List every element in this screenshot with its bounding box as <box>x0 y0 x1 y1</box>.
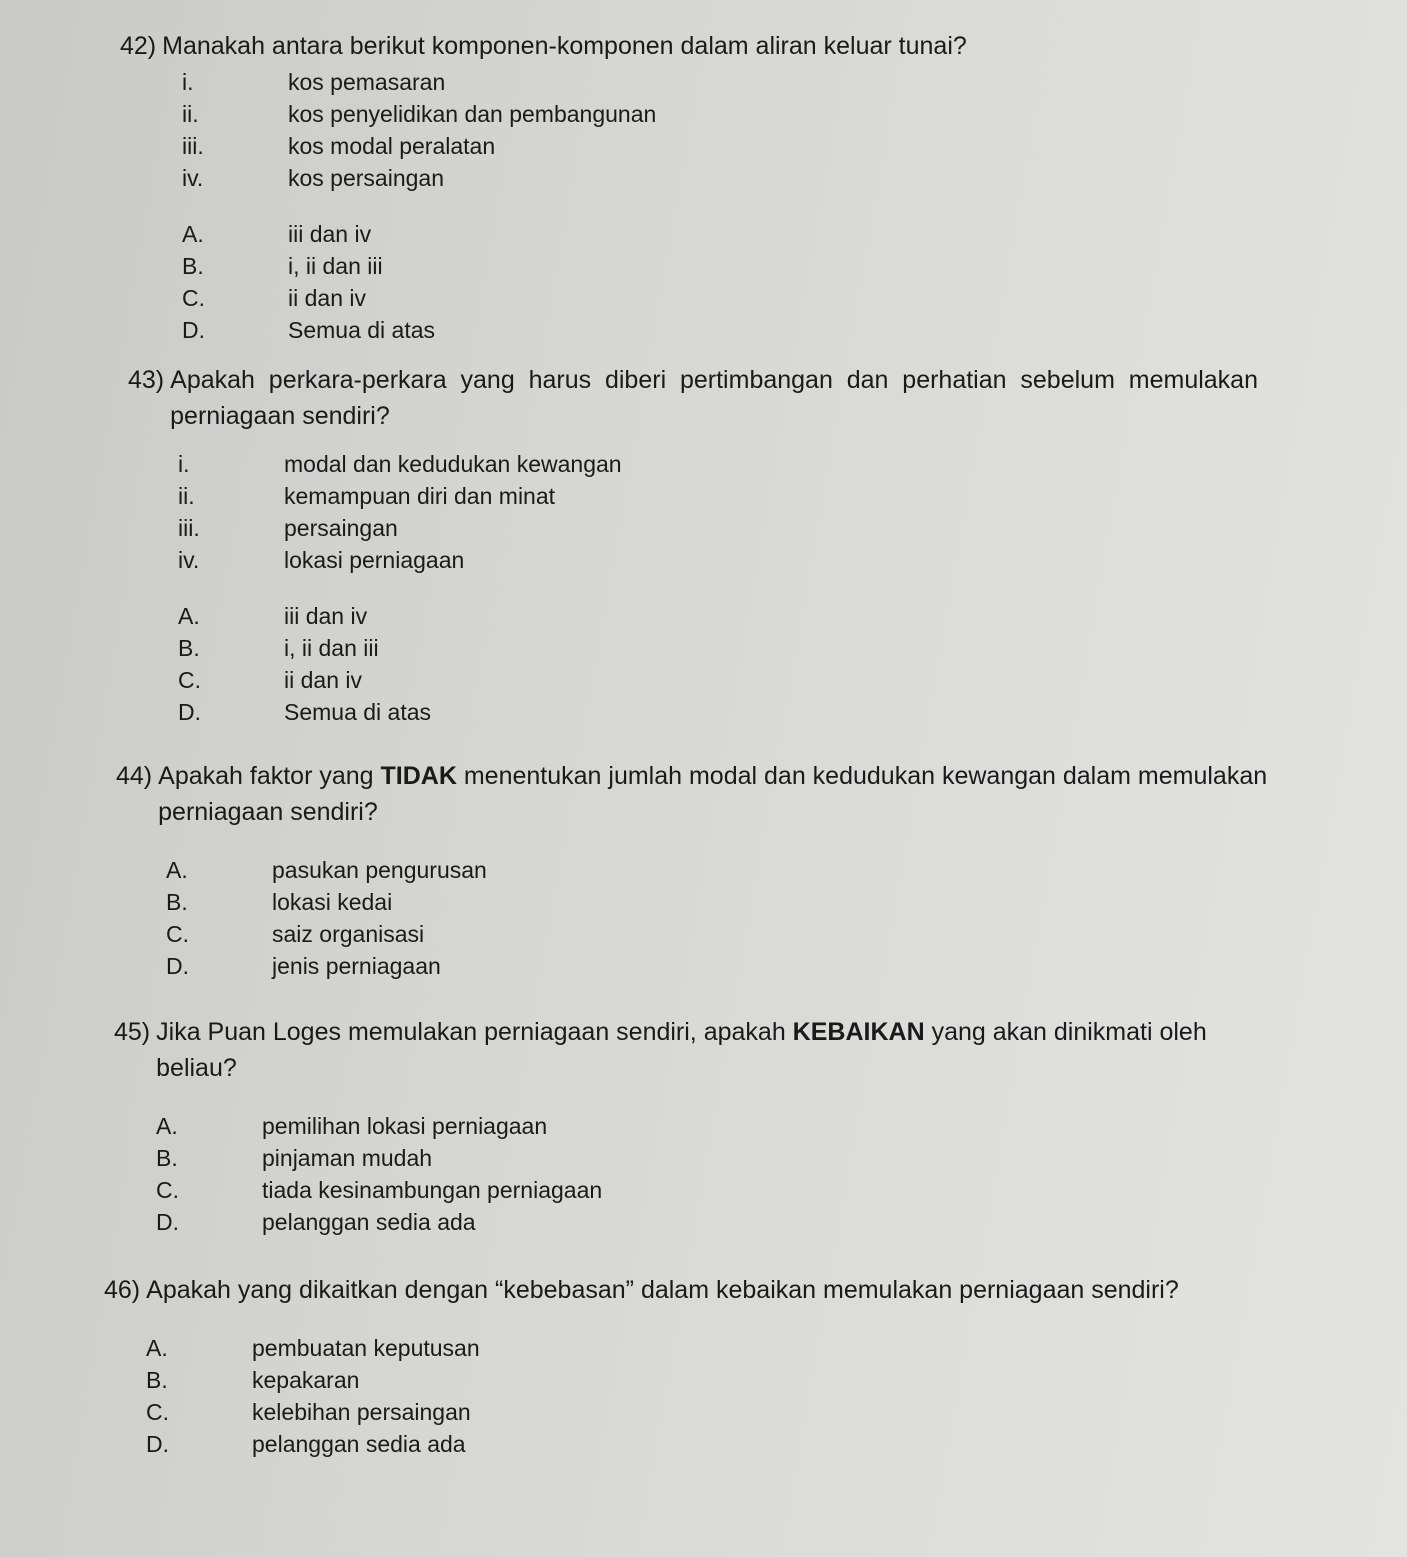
option-letter: B. <box>156 1144 178 1171</box>
option-letter: C. <box>182 284 205 311</box>
question-number: 43) <box>128 366 165 394</box>
option-text: iii dan iv <box>288 220 372 247</box>
question-stem <box>120 28 1280 64</box>
statement-marker: i. <box>182 68 194 95</box>
option-text: ii dan iv <box>284 666 362 693</box>
statement-item <box>178 544 1258 576</box>
option-text: i, ii dan iii <box>284 634 379 661</box>
option-letter: A. <box>182 220 204 247</box>
statement-text: kos persaingan <box>288 164 444 191</box>
statement-marker: iii. <box>182 132 204 159</box>
emphasis-word: TIDAK <box>380 762 457 790</box>
statement-item <box>178 448 1258 480</box>
question-stem <box>104 1272 1289 1308</box>
answer-options <box>178 600 1258 728</box>
answer-options <box>146 1332 1289 1460</box>
question-number: 45) <box>114 1018 151 1046</box>
option-letter: B. <box>182 252 204 279</box>
answer-options <box>156 1110 1284 1238</box>
answer-option-b[interactable] <box>166 886 1276 918</box>
option-text: kelebihan persaingan <box>252 1398 471 1425</box>
statement-item <box>182 130 1280 162</box>
question-text: Jika Puan Loges memulakan perniagaan sendiri, apakah KEBAIKAN yang akan dinikmati oleh beliau? <box>156 1018 1207 1082</box>
statement-marker: iv. <box>182 164 204 191</box>
question-42 <box>120 28 1280 346</box>
answer-option-d[interactable] <box>182 314 1280 346</box>
question-text: Apakah faktor yang TIDAK menentukan jumlah modal dan kedudukan kewangan dalam memulakan perniagaan sendiri? <box>158 762 1268 826</box>
option-letter: A. <box>146 1334 168 1361</box>
option-text: iii dan iv <box>284 602 368 629</box>
question-stem <box>128 362 1258 434</box>
option-text: lokasi kedai <box>272 888 393 915</box>
option-text: i, ii dan iii <box>288 252 383 279</box>
answer-option-a[interactable] <box>182 218 1280 250</box>
answer-option-b[interactable] <box>182 250 1280 282</box>
answer-options <box>182 218 1280 346</box>
option-letter: B. <box>178 634 200 661</box>
option-letter: D. <box>156 1208 179 1235</box>
statement-text: kos modal peralatan <box>288 132 496 159</box>
option-text: pembuatan keputusan <box>252 1334 480 1361</box>
answer-option-c[interactable] <box>156 1174 1284 1206</box>
answer-option-d[interactable] <box>146 1428 1289 1460</box>
statement-item <box>182 98 1280 130</box>
answer-option-d[interactable] <box>166 950 1276 982</box>
question-text: Apakah yang dikaitkan dengan “kebebasan” dalam kebaikan memulakan perniagaan sendiri? <box>146 1276 1179 1304</box>
question-44 <box>116 758 1276 982</box>
emphasis-word: KEBAIKAN <box>792 1018 925 1046</box>
answer-option-a[interactable] <box>166 854 1276 886</box>
option-text: pinjaman mudah <box>262 1144 433 1171</box>
answer-option-c[interactable] <box>166 918 1276 950</box>
option-text: pelanggan sedia ada <box>252 1430 466 1457</box>
answer-option-c[interactable] <box>182 282 1280 314</box>
answer-option-a[interactable] <box>156 1110 1284 1142</box>
option-text: jenis perniagaan <box>272 952 441 979</box>
option-letter: B. <box>166 888 188 915</box>
statement-text: lokasi perniagaan <box>284 546 465 573</box>
question-stem <box>114 1014 1284 1086</box>
question-text: Apakah perkara-perkara yang harus diberi pertimbangan dan perhatian sebelum memulakan perniagaan sendiri? <box>170 366 1258 430</box>
statement-text: kemampuan diri dan minat <box>284 482 556 509</box>
option-letter: A. <box>166 856 188 883</box>
option-letter: C. <box>156 1176 179 1203</box>
answer-option-b[interactable] <box>156 1142 1284 1174</box>
question-45 <box>114 1014 1284 1238</box>
answer-option-a[interactable] <box>178 600 1258 632</box>
option-letter: C. <box>178 666 201 693</box>
statement-item <box>178 480 1258 512</box>
statement-text: persaingan <box>284 514 398 541</box>
question-number: 46) <box>104 1276 141 1304</box>
option-letter: D. <box>182 316 205 343</box>
statement-marker: iv. <box>178 546 200 573</box>
option-letter: D. <box>146 1430 169 1457</box>
statement-marker: ii. <box>178 482 195 509</box>
option-text: tiada kesinambungan perniagaan <box>262 1176 603 1203</box>
statement-item <box>182 162 1280 194</box>
answer-option-d[interactable] <box>178 696 1258 728</box>
option-letter: B. <box>146 1366 168 1393</box>
answer-option-c[interactable] <box>178 664 1258 696</box>
statement-marker: iii. <box>178 514 200 541</box>
statement-list <box>182 66 1280 194</box>
statement-text: kos pemasaran <box>288 68 446 95</box>
question-43 <box>128 362 1258 728</box>
option-letter: C. <box>166 920 189 947</box>
question-text: Manakah antara berikut komponen-komponen dalam aliran keluar tunai? <box>162 32 967 60</box>
answer-option-b[interactable] <box>178 632 1258 664</box>
question-number: 42) <box>120 32 157 60</box>
option-letter: D. <box>166 952 189 979</box>
option-letter: A. <box>156 1112 178 1139</box>
question-number: 44) <box>116 762 153 790</box>
option-letter: C. <box>146 1398 169 1425</box>
statement-marker: ii. <box>182 100 199 127</box>
option-text: pelanggan sedia ada <box>262 1208 476 1235</box>
option-text: kepakaran <box>252 1366 360 1393</box>
answer-option-c[interactable] <box>146 1396 1289 1428</box>
statement-text: modal dan kedudukan kewangan <box>284 450 622 477</box>
statement-item <box>178 512 1258 544</box>
question-46 <box>104 1272 1289 1460</box>
option-text: Semua di atas <box>284 698 432 725</box>
answer-option-b[interactable] <box>146 1364 1289 1396</box>
option-letter: D. <box>178 698 201 725</box>
option-text: pemilihan lokasi perniagaan <box>262 1112 548 1139</box>
option-text: ii dan iv <box>288 284 366 311</box>
statement-list <box>178 448 1258 576</box>
statement-item <box>182 66 1280 98</box>
statement-marker: i. <box>178 450 190 477</box>
option-text: saiz organisasi <box>272 920 425 947</box>
answer-option-a[interactable] <box>146 1332 1289 1364</box>
option-text: Semua di atas <box>288 316 436 343</box>
answer-option-d[interactable] <box>156 1206 1284 1238</box>
statement-text: kos penyelidikan dan pembangunan <box>288 100 657 127</box>
option-letter: A. <box>178 602 200 629</box>
option-text: pasukan pengurusan <box>272 856 487 883</box>
answer-options <box>166 854 1276 982</box>
question-stem <box>116 758 1276 830</box>
